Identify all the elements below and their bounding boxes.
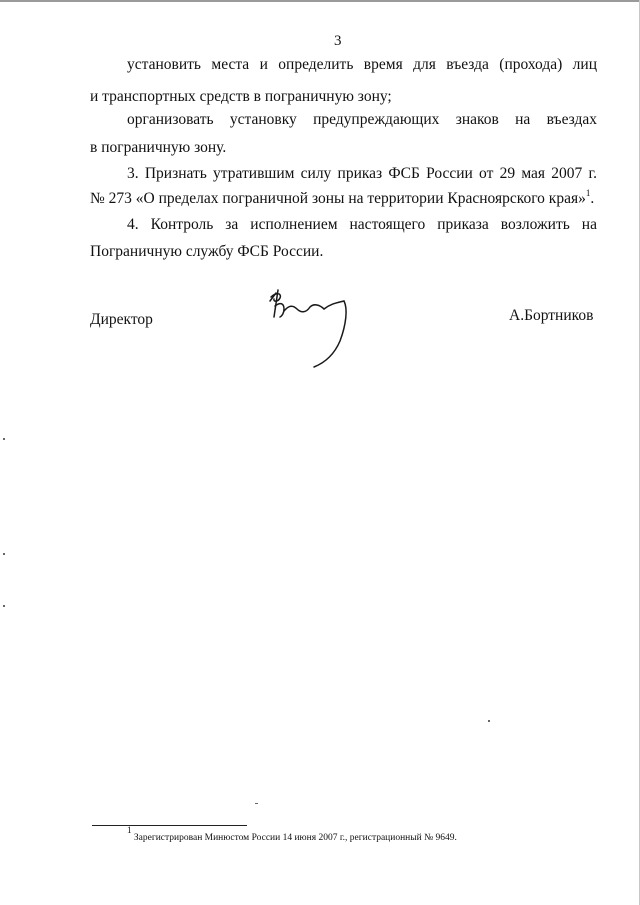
scan-speck bbox=[255, 803, 258, 804]
scan-speck bbox=[488, 720, 490, 722]
paragraph-3-line-1: 3. Признать утратившим силу приказ ФСБ России от 29 мая 2007 г. bbox=[127, 165, 597, 182]
top-border-line bbox=[0, 0, 640, 2]
scan-speck bbox=[3, 605, 5, 607]
paragraph-3-text: № 273 «О пределах пограничной зоны на территории Красноярского края» bbox=[90, 190, 586, 207]
footnote-marker: 1 bbox=[127, 825, 132, 835]
footnote-separator bbox=[92, 825, 247, 826]
footnote-reference: 1 bbox=[585, 188, 591, 198]
paragraph-2-line-1: организовать установку предупреждающих знаков на въездах bbox=[127, 111, 597, 128]
signature-image bbox=[262, 287, 362, 369]
paragraph-1-line-2: и транспортных средств в пограничную зону; bbox=[90, 88, 392, 105]
scan-speck bbox=[3, 553, 5, 555]
signatory-title: Директор bbox=[90, 311, 153, 328]
signatory-name: А.Бортников bbox=[509, 307, 594, 324]
footnote bbox=[127, 825, 457, 843]
paragraph-4-line-1: 4. Контроль за исполнением настоящего приказа возложить на bbox=[127, 216, 597, 233]
scan-speck bbox=[3, 438, 5, 440]
paragraph-4-line-2: Пограничную службу ФСБ России. bbox=[90, 243, 324, 260]
paragraph-1-line-1: установить места и определить время для въезда (прохода) лиц bbox=[127, 56, 597, 73]
footnote-text: Зарегистрирован Минюстом России 14 июня 2007 г., регистрационный № 9649. bbox=[133, 833, 457, 843]
page-number: 3 bbox=[334, 33, 342, 49]
paragraph-3-end: . bbox=[590, 190, 595, 207]
paragraph-3-line-2 bbox=[90, 189, 594, 209]
paragraph-2-line-2: в пограничную зону. bbox=[90, 139, 227, 156]
